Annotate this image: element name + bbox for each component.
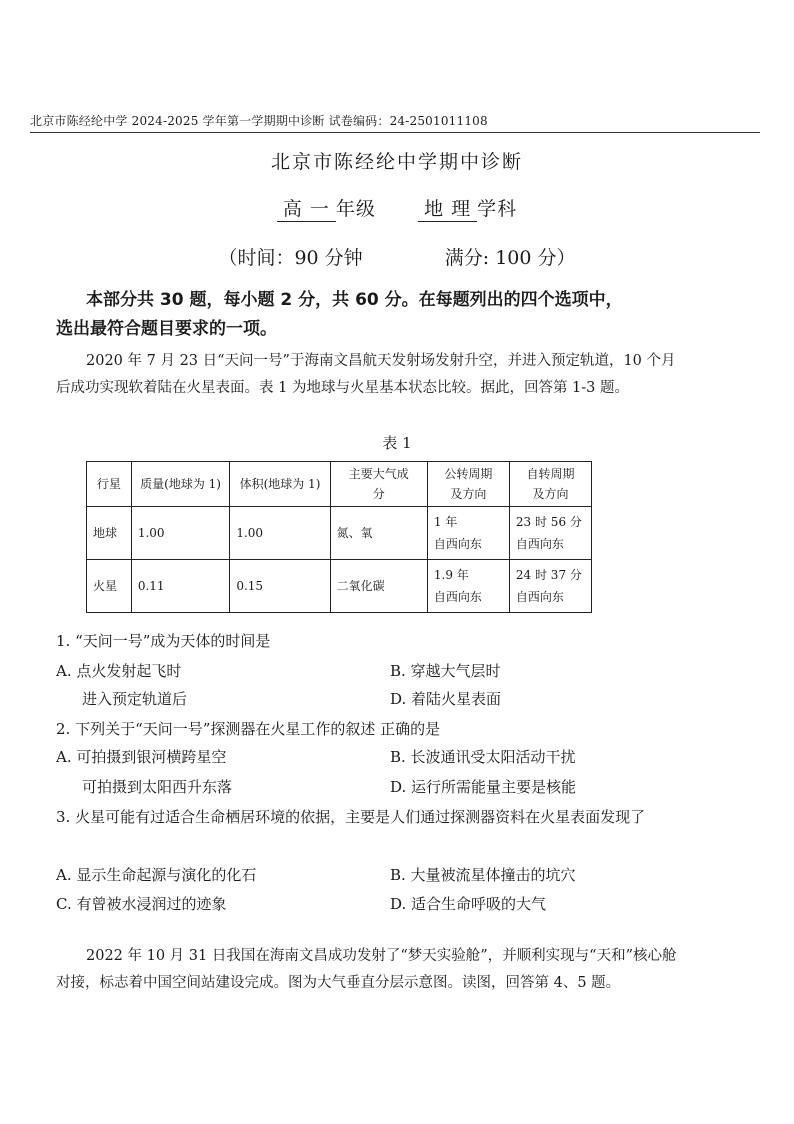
table-cell: 23 时 56 分 自西向东 — [509, 507, 591, 560]
question-3-option-d[interactable]: D. 适合生命呼吸的大气 — [390, 895, 547, 913]
subject-value: 地 理 — [418, 194, 477, 222]
question-3-stem: 3. 火星可能有过适合生命栖居环境的依据，主要是人们通过探测器资料在火星表面发现了 — [56, 808, 646, 826]
question-2-option-c[interactable]: 可拍摄到太阳西升东落 — [82, 778, 233, 796]
time-score-line — [0, 243, 794, 270]
header-divider — [30, 132, 760, 133]
question-2-stem: 2. 下列关于“天问一号”探测器在火星工作的叙述 正确的是 — [56, 720, 441, 738]
table-header-cell: 自转周期及方向 — [509, 462, 591, 507]
table-header-cell: 主要大气成分 — [330, 462, 427, 507]
table-cell: 1.00 — [230, 507, 330, 560]
table-header-cell: 体积(地球为 1) — [230, 462, 330, 507]
question-3-option-b[interactable]: B. 大量被流星体撞击的坑穴 — [390, 866, 576, 884]
exam-title: 北京市陈经纶中学期中诊断 — [270, 151, 523, 173]
table-header-cell: 质量(地球为 1) — [131, 462, 230, 507]
table-cell: 0.15 — [230, 560, 330, 613]
question-3-option-c[interactable]: C. 有曾被水浸润过的迹象 — [56, 895, 227, 913]
table-header-row — [87, 462, 592, 507]
grade-value: 高 一 — [277, 194, 336, 222]
question-3-option-a[interactable]: A. 显示生命起源与演化的化石 — [56, 866, 257, 884]
passage-2: 2022 年 10 月 31 日我国在海南文昌成功发射了“梦天实验舱”，并顺利实现与“天和”核心舱对接，标志着中国空间站建设完成。图为大气垂直分层示意图。读图，回答第 4、5 题。 — [56, 948, 677, 991]
table-cell: 二氧化碳 — [330, 560, 427, 613]
table-cell: 24 时 37 分 自西向东 — [509, 560, 591, 613]
instructions-line-2: 选出最符合题目要求的一项。 — [56, 319, 277, 339]
table-cell: 1.9 年 自西向东 — [427, 560, 509, 613]
question-1-option-b[interactable]: B. 穿越大气层时 — [390, 662, 501, 680]
question-2-option-a[interactable]: A. 可拍摄到银河横跨星空 — [56, 748, 227, 766]
subject-suffix: 学科 — [477, 198, 518, 220]
passage-1: 2020 年 7 月 23 日“天问一号”于海南文昌航天发射场发射升空，并进入预定轨道，10 个月后成功实现软着陆在火星表面。表 1 为地球与火星基本状态比较。据此，回答第 1-3 题。 — [56, 353, 676, 396]
table-header-cell: 行星 — [87, 462, 132, 507]
question-1-option-a[interactable]: A. 点火发射起飞时 — [56, 662, 182, 680]
section-instructions — [56, 286, 696, 344]
question-1-option-c[interactable]: 进入预定轨道后 — [82, 690, 188, 708]
table-cell: 1.00 — [131, 507, 230, 560]
instructions-line-1: 本部分共 30 题，每小题 2 分，共 60 分。在每题列出的四个选项中， — [86, 290, 623, 310]
question-2-option-b[interactable]: B. 长波通讯受太阳活动干扰 — [390, 748, 576, 766]
grade-suffix: 年级 — [335, 198, 376, 220]
time-info: （时间：90 分钟 — [218, 247, 363, 269]
table-row — [87, 507, 592, 560]
question-1-option-d[interactable]: D. 着陆火星表面 — [390, 690, 502, 708]
table-cell: 地球 — [87, 507, 132, 560]
table-cell: 火星 — [87, 560, 132, 613]
question-1-stem: 1. “天问一号”成为天体的时间是 — [56, 632, 271, 650]
score-info: 满分: 100 分） — [444, 247, 576, 269]
planet-comparison-table — [86, 461, 592, 613]
header-school-line: 北京市陈经纶中学 2024-2025 学年第一学期期中诊断 试卷编码：24-2501011108 — [30, 114, 488, 128]
table-caption: 表 1 — [382, 434, 412, 452]
grade-subject-line — [0, 194, 794, 222]
table-cell: 0.11 — [131, 560, 230, 613]
table-cell: 1 年 自西向东 — [427, 507, 509, 560]
question-2-option-d[interactable]: D. 运行所需能量主要是核能 — [390, 778, 577, 796]
table-header-cell: 公转周期及方向 — [427, 462, 509, 507]
table-row — [87, 560, 592, 613]
table-cell: 氮、氧 — [330, 507, 427, 560]
